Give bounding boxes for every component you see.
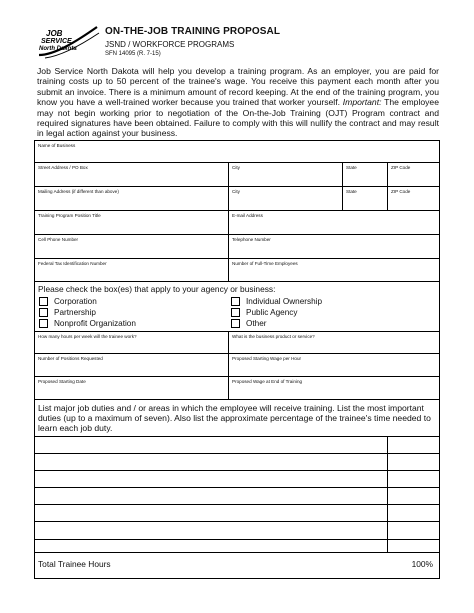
intro-text-end: The employee may not begin working prior to negotiation of the On-the-Job Training (OJT) Program contract and required signatures have been obtained. Failure to comply with this will nullify the contract and may result in legal action against your business. xyxy=(37,97,439,139)
checkbox-partnership[interactable] xyxy=(39,308,96,317)
logo-text-job: JOB xyxy=(46,29,63,38)
individual-ownership-label: Individual Ownership xyxy=(246,297,323,306)
row-date-endwage xyxy=(35,377,439,400)
nonprofit-checkbox[interactable] xyxy=(39,319,48,328)
other-checkbox[interactable] xyxy=(231,319,240,328)
checkbox-corporation[interactable] xyxy=(39,297,97,306)
agency-prompt: Please check the box(es) that apply to your agency or business: xyxy=(38,284,276,294)
hours-per-week-label: How many hours per week will the trainee work? xyxy=(38,334,137,339)
tax-id-label: Federal Tax Identification Number xyxy=(38,261,107,266)
row-duties-instructions xyxy=(35,400,439,437)
hours-per-week-field[interactable] xyxy=(35,332,229,353)
business-product-field[interactable] xyxy=(229,332,439,353)
duty-description-field[interactable] xyxy=(35,522,388,539)
row-phones xyxy=(35,235,439,259)
corporation-label: Corporation xyxy=(54,297,97,306)
checkbox-nonprofit[interactable] xyxy=(39,319,136,328)
mailing-state-label: State xyxy=(346,189,357,194)
row-tax-employees xyxy=(35,259,439,282)
email-label: E-mail Address xyxy=(232,213,263,218)
form-header xyxy=(105,26,280,57)
position-title-field[interactable] xyxy=(35,211,229,234)
public-agency-label: Public Agency xyxy=(246,308,298,317)
checkbox-public-agency[interactable] xyxy=(231,308,297,317)
positions-requested-field[interactable] xyxy=(35,354,229,376)
duty-percent-field[interactable] xyxy=(388,505,439,521)
duty-description-field[interactable] xyxy=(35,505,388,521)
business-name-label: Name of Business xyxy=(38,143,76,148)
start-date-field[interactable] xyxy=(35,377,229,399)
city-field[interactable] xyxy=(229,163,343,186)
total-percent: 100% xyxy=(411,559,433,569)
telephone-label: Telephone Number xyxy=(232,237,271,242)
starting-wage-label: Proposed Starting Wage per Hour xyxy=(232,356,302,361)
important-label: Important: xyxy=(342,97,382,108)
intro-paragraph xyxy=(37,66,439,139)
row-position-email xyxy=(35,211,439,235)
duty-percent-field[interactable] xyxy=(388,488,439,504)
starting-wage-field[interactable] xyxy=(229,354,439,376)
duty-description-field[interactable] xyxy=(35,437,388,453)
duty-description-field[interactable] xyxy=(35,488,388,504)
state-label: State xyxy=(346,165,357,170)
public-agency-checkbox[interactable] xyxy=(231,308,240,317)
partnership-label: Partnership xyxy=(54,308,96,317)
state-field[interactable] xyxy=(343,163,388,186)
row-mailing-address xyxy=(35,187,439,211)
nonprofit-label: Nonprofit Organization xyxy=(54,319,136,328)
total-trainee-hours-label: Total Trainee Hours xyxy=(38,559,111,569)
duty-row xyxy=(35,488,439,505)
duty-percent-field[interactable] xyxy=(388,437,439,453)
mailing-city-label: City xyxy=(232,189,240,194)
duties-instructions: List major job duties and / or areas in which the employee will receive training. List the most important duties (up to a maximum of seven). Also list the approximate percentage of the trainee's time needed to learn each job duty. xyxy=(38,403,431,434)
duty-description-field[interactable] xyxy=(35,454,388,470)
duty-row xyxy=(35,437,439,454)
tax-id-field[interactable] xyxy=(35,259,229,281)
mailing-zip-field[interactable] xyxy=(388,187,439,210)
individual-ownership-checkbox[interactable] xyxy=(231,297,240,306)
row-street-address xyxy=(35,163,439,187)
row-agency-type xyxy=(35,282,439,332)
zip-field[interactable] xyxy=(388,163,439,186)
street-address-field[interactable] xyxy=(35,163,229,186)
position-title-label: Training Program Position Title xyxy=(38,213,101,218)
duty-row xyxy=(35,505,439,522)
business-product-label: What is the business product or service? xyxy=(232,334,315,339)
row-hours-product xyxy=(35,332,439,354)
positions-requested-label: Number of Positions Requested xyxy=(38,356,103,361)
training-proposal-form xyxy=(34,140,440,579)
fulltime-employees-label: Number of Full-Time Employees xyxy=(232,261,298,266)
mailing-address-label: Mailing Address (if different than above) xyxy=(38,189,119,194)
mailing-address-field[interactable] xyxy=(35,187,229,210)
mailing-state-field[interactable] xyxy=(343,187,388,210)
form-subtitle: JSND / WORKFORCE PROGRAMS xyxy=(105,40,235,49)
business-name-field[interactable] xyxy=(35,141,439,162)
street-address-label: Street Address / PO Box xyxy=(38,165,88,170)
checkbox-individual-ownership[interactable] xyxy=(231,297,322,306)
mailing-city-field[interactable] xyxy=(229,187,343,210)
form-number: SFN 14095 (R. 7-15) xyxy=(105,51,161,57)
job-service-logo xyxy=(37,25,101,61)
row-business-name xyxy=(35,141,439,163)
duty-description-field[interactable] xyxy=(35,471,388,487)
row-positions-wage xyxy=(35,354,439,377)
mailing-zip-label: ZIP Code xyxy=(391,189,411,194)
form-title: ON-THE-JOB TRAINING PROPOSAL xyxy=(105,26,281,37)
logo-text-north-dakota: North Dakota xyxy=(39,46,77,52)
cell-phone-label: Cell Phone Number xyxy=(38,237,79,242)
other-label: Other xyxy=(246,319,267,328)
duty-percent-field[interactable] xyxy=(388,454,439,470)
fulltime-employees-field[interactable] xyxy=(229,259,439,281)
end-wage-label: Proposed Wage at End of Training xyxy=(232,379,303,384)
end-wage-field[interactable] xyxy=(229,377,439,399)
zip-label: ZIP Code xyxy=(391,165,411,170)
duty-percent-field[interactable] xyxy=(388,540,439,552)
intro-text-start: Job Service North Dakota will help you develop a training program. As an employer, you are paid for training costs up to 50 percent of the trainee's wage. You receive this payment each month after you submit an invoice. There is a minimum amount of record keeping. At the end of the training program, you know you have a well-trained worker because you trained that worker yourself. xyxy=(37,66,439,108)
duty-percent-field[interactable] xyxy=(388,522,439,539)
telephone-field[interactable] xyxy=(229,235,439,258)
duty-row xyxy=(35,454,439,471)
row-total xyxy=(35,553,439,578)
partnership-checkbox[interactable] xyxy=(39,308,48,317)
checkbox-other[interactable] xyxy=(231,319,266,328)
duty-row xyxy=(35,540,439,553)
duty-percent-field[interactable] xyxy=(388,471,439,487)
duty-row xyxy=(35,471,439,488)
email-field[interactable] xyxy=(229,211,439,234)
corporation-checkbox[interactable] xyxy=(39,297,48,306)
city-label: City xyxy=(232,165,240,170)
cell-phone-field[interactable] xyxy=(35,235,229,258)
duty-row xyxy=(35,522,439,540)
duty-description-field[interactable] xyxy=(35,540,388,552)
logo-text-service: SERVICE xyxy=(41,38,72,45)
start-date-label: Proposed Starting Date xyxy=(38,379,86,384)
